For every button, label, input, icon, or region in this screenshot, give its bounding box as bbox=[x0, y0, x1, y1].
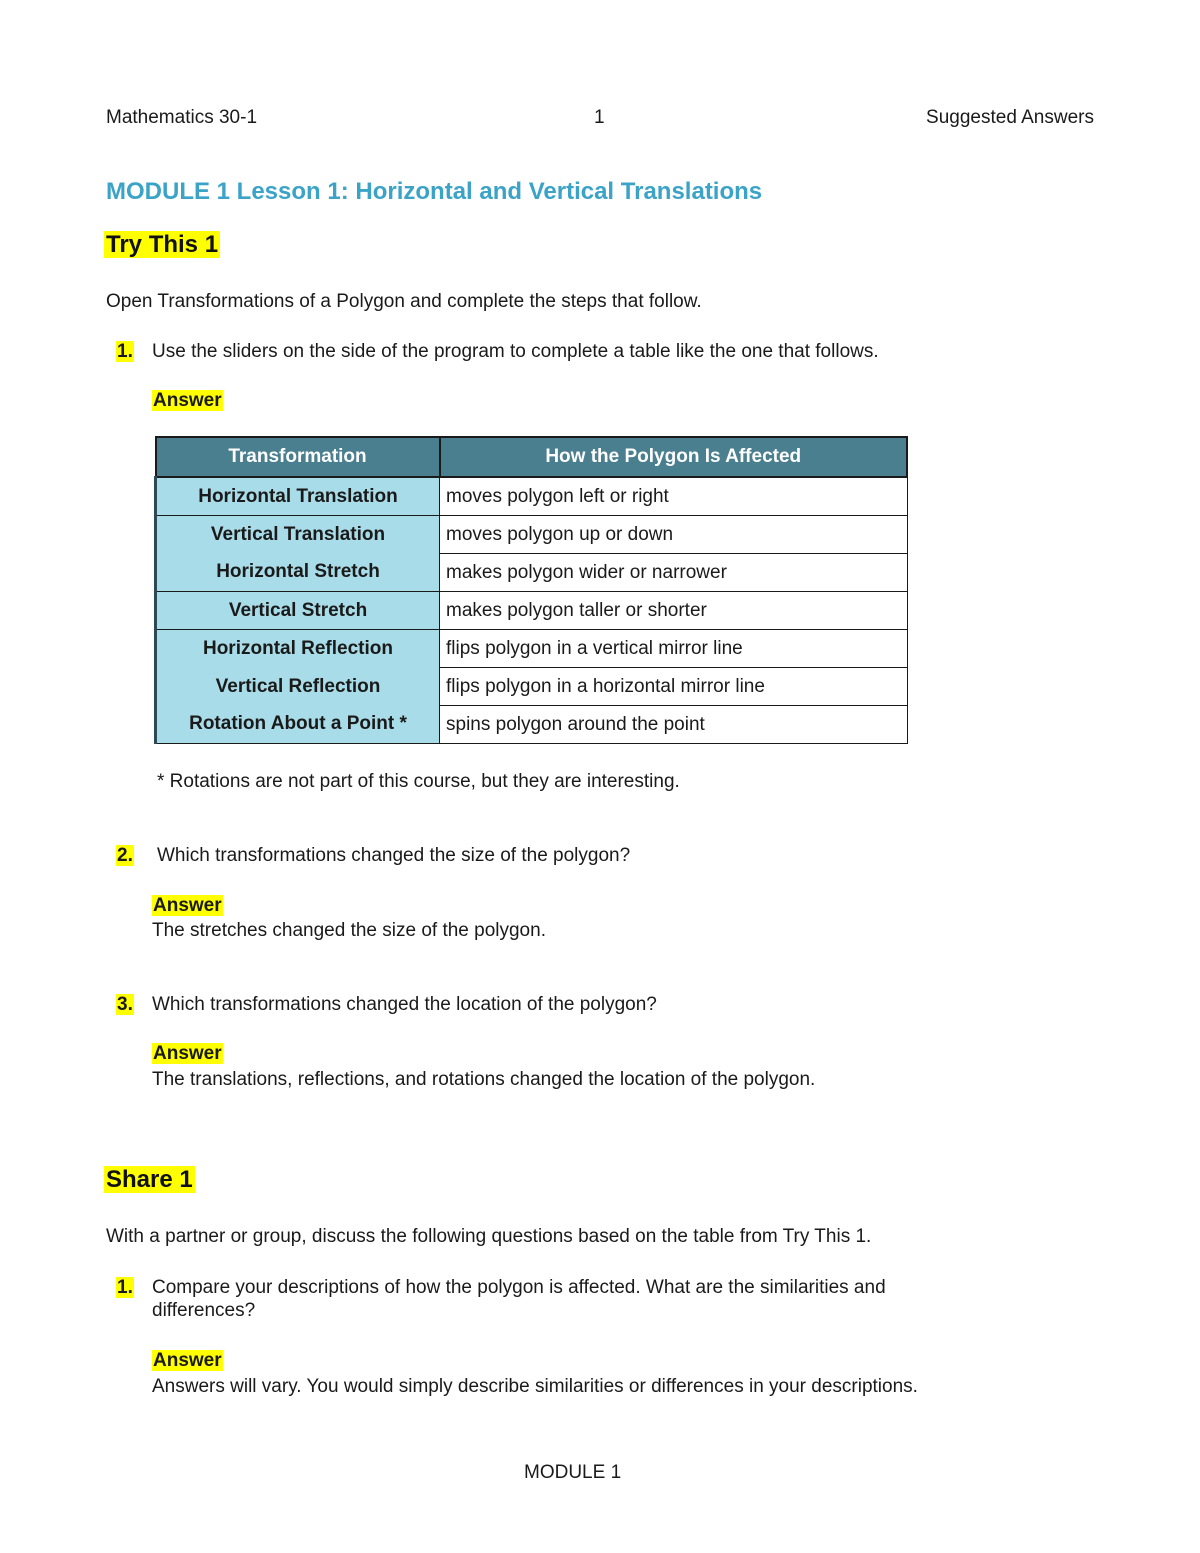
table-cell-transformation: Horizontal Translation bbox=[156, 477, 440, 516]
table-row bbox=[156, 668, 908, 706]
table-header-row bbox=[156, 437, 908, 477]
q1-number: 1. bbox=[117, 341, 133, 362]
q1-answer-wrap bbox=[152, 389, 223, 413]
table-cell-transformation: Horizontal Stretch bbox=[156, 554, 440, 592]
q1-text: Use the sliders on the side of the program to complete a table like the one that follows. bbox=[152, 341, 879, 362]
table-row bbox=[156, 630, 908, 668]
try-this-intro: Open Transformations of a Polygon and complete the steps that follow. bbox=[106, 291, 702, 312]
q3-answer: The translations, reflections, and rotations changed the location of the polygon. bbox=[152, 1069, 816, 1090]
q1-answer-label: Answer bbox=[153, 390, 222, 411]
table-cell-effect: moves polygon up or down bbox=[440, 516, 908, 554]
table-cell-transformation: Vertical Reflection bbox=[156, 668, 440, 706]
table-cell-transformation: Rotation About a Point * bbox=[156, 706, 440, 744]
share-q1-answer: Answers will vary. You would simply describe similarities or differences in your descriptions. bbox=[152, 1376, 918, 1397]
share-heading-wrap bbox=[104, 1165, 195, 1195]
q3-answer-label: Answer bbox=[153, 1043, 222, 1064]
share-q1-text-line2: differences? bbox=[152, 1300, 256, 1321]
table-cell-transformation: Horizontal Reflection bbox=[156, 630, 440, 668]
q2-text: Which transformations changed the size of the polygon? bbox=[157, 845, 631, 866]
share-q1-number-wrap bbox=[116, 1276, 134, 1300]
table-header-effect: How the Polygon Is Affected bbox=[440, 437, 908, 477]
q2-answer-label: Answer bbox=[153, 895, 222, 916]
q2-number-wrap bbox=[116, 844, 134, 868]
share-q1-answer-label: Answer bbox=[153, 1350, 222, 1371]
table-cell-transformation: Vertical Stretch bbox=[156, 592, 440, 630]
table-cell-effect: moves polygon left or right bbox=[440, 477, 908, 516]
share-q1-number: 1. bbox=[117, 1277, 133, 1298]
table-cell-transformation: Vertical Translation bbox=[156, 516, 440, 554]
header-course: Mathematics 30-1 bbox=[106, 107, 258, 128]
table-row bbox=[156, 706, 908, 744]
share-heading: Share 1 bbox=[106, 1166, 193, 1193]
table-header-transformation: Transformation bbox=[156, 437, 440, 477]
table-row bbox=[156, 516, 908, 554]
table-cell-effect: makes polygon taller or shorter bbox=[440, 592, 908, 630]
table-row bbox=[156, 592, 908, 630]
share-intro: With a partner or group, discuss the following questions based on the table from Try This 1. bbox=[106, 1226, 872, 1247]
q1-number-wrap bbox=[116, 340, 134, 364]
table-cell-effect: flips polygon in a vertical mirror line bbox=[440, 630, 908, 668]
table-cell-effect: flips polygon in a horizontal mirror line bbox=[440, 668, 908, 706]
q3-number: 3. bbox=[117, 994, 133, 1015]
try-this-heading: Try This 1 bbox=[106, 231, 219, 258]
header-page-number: 1 bbox=[594, 107, 605, 128]
q3-text: Which transformations changed the location of the polygon? bbox=[152, 994, 657, 1015]
page-footer: MODULE 1 bbox=[524, 1462, 622, 1483]
table-cell-effect: makes polygon wider or narrower bbox=[440, 554, 908, 592]
try-this-heading-wrap bbox=[104, 230, 220, 260]
q2-answer: The stretches changed the size of the polygon. bbox=[152, 920, 546, 941]
table-cell-effect: spins polygon around the point bbox=[440, 706, 908, 744]
q2-answer-wrap bbox=[152, 894, 223, 918]
q2-number: 2. bbox=[117, 845, 133, 866]
header-suggested-answers: Suggested Answers bbox=[926, 107, 1094, 128]
q3-number-wrap bbox=[116, 993, 134, 1017]
q3-answer-wrap bbox=[152, 1042, 223, 1066]
table-row bbox=[156, 477, 908, 516]
share-q1-text-line1: Compare your descriptions of how the polygon is affected. What are the similarities and bbox=[152, 1277, 886, 1298]
lesson-title: MODULE 1 Lesson 1: Horizontal and Vertical Translations bbox=[106, 178, 763, 205]
table-row bbox=[156, 554, 908, 592]
transformation-table bbox=[154, 436, 908, 744]
table-footnote: * Rotations are not part of this course, but they are interesting. bbox=[157, 771, 680, 792]
share-q1-answer-wrap bbox=[152, 1349, 223, 1373]
